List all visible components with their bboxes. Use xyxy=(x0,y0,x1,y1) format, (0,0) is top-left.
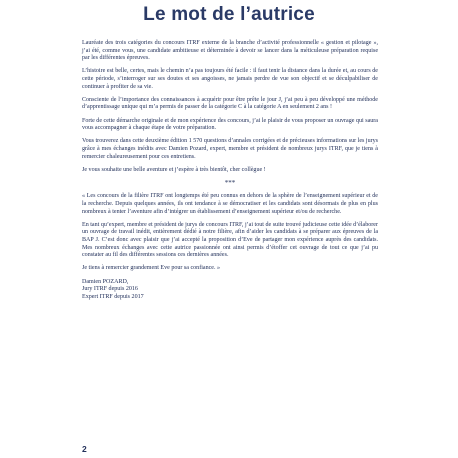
paragraph: Forte de cette démarche originale et de mon expérience des concours, j’ai le plaisir de vous proposer un ouvrage qui saura vous accompagner à chaque étape de votre préparation. xyxy=(82,117,378,132)
quote-paragraph: « Les concours de la filière ITRF ont longtemps été peu connus en dehors de la sphère de l’enseignement supérieur et de la recherche. Depuis quelques années, ils ont tendance à se démocratiser et les candidats sont désormais de plus en plus nombreux à tenter l’aventure afin d’intégrer un établissement d’enseignement supérieur et/ou de recherche. xyxy=(82,193,378,215)
paragraph: Consciente de l’importance des connaissances à acquérir pour être prête le jour J, j’ai peu à peu développé une méthode d’apprentissage unique qui m’a permis de passer de la catégorie C à la catégorie A en seulement 2 ans ! xyxy=(82,96,378,111)
section-separator: *** xyxy=(224,178,236,187)
paragraph: L’histoire est belle, certes, mais le chemin n’a pas toujours été facile : il faut tenir la distance dans la durée et, au cours de cette période, s’interroger sur ses doutes et ses angoisses, ne jamais perdre de vue son objectif et se déculpabiliser de continuer à profiter de sa vie. xyxy=(82,68,378,90)
author-foreword xyxy=(82,40,378,301)
paragraph: Vous trouverez dans cette deuxième édition 1 570 questions d’annales corrigées et de précieuses informations sur les jurys grâce à mes échanges inédits avec Damien Pozard, expert, membre et président de nombreux jurys ITRF, que je tiens à remercier chaleureusement pour ces entretiens. xyxy=(82,138,378,160)
signature-name: Damien POZARD, xyxy=(82,278,129,285)
page-number: 2 xyxy=(82,444,87,454)
signature-block xyxy=(82,279,378,302)
signature-line: Jury ITRF depuis 2016 xyxy=(82,286,138,293)
quote-paragraph: En tant qu’expert, membre et président de jurys de concours ITRF, j’ai tout de suite trouvé judicieuse cette idée d’élaborer un ouvrage de travail inédit, entièrement dédié à notre filière, afin d’aider les candidats à se préparer aux épreuves de la BAP J. C’est donc avec plaisir que j’ai accepté la proposition d’Eve de partager mon expérience auprès des candidats. Mes nombreux échanges avec cette autrice passionnée ont ainsi permis d’étoffer cet ouvrage de tout ce que j’ai pu constater au fil des différentes sessions ces dernières années. xyxy=(82,221,378,259)
paragraph: Je vous souhaite une belle aventure et j’espère à très bientôt, cher collègue ! xyxy=(82,166,266,173)
paragraph: Lauréate des trois catégories du concours ITRF externe de la branche d’activité professionnelle « gestion et pilotage », j’ai été, comme vous, une candidate ambitieuse et déterminée à devoir se lancer dans la méticuleuse préparation requise par les différentes épreuves. xyxy=(82,40,378,62)
signature-line: Expert ITRF depuis 2017 xyxy=(82,293,144,300)
quote-paragraph: Je tiens à remercier grandement Eve pour sa confiance. » xyxy=(82,265,221,272)
page-title: Le mot de l’autrice xyxy=(143,4,315,25)
